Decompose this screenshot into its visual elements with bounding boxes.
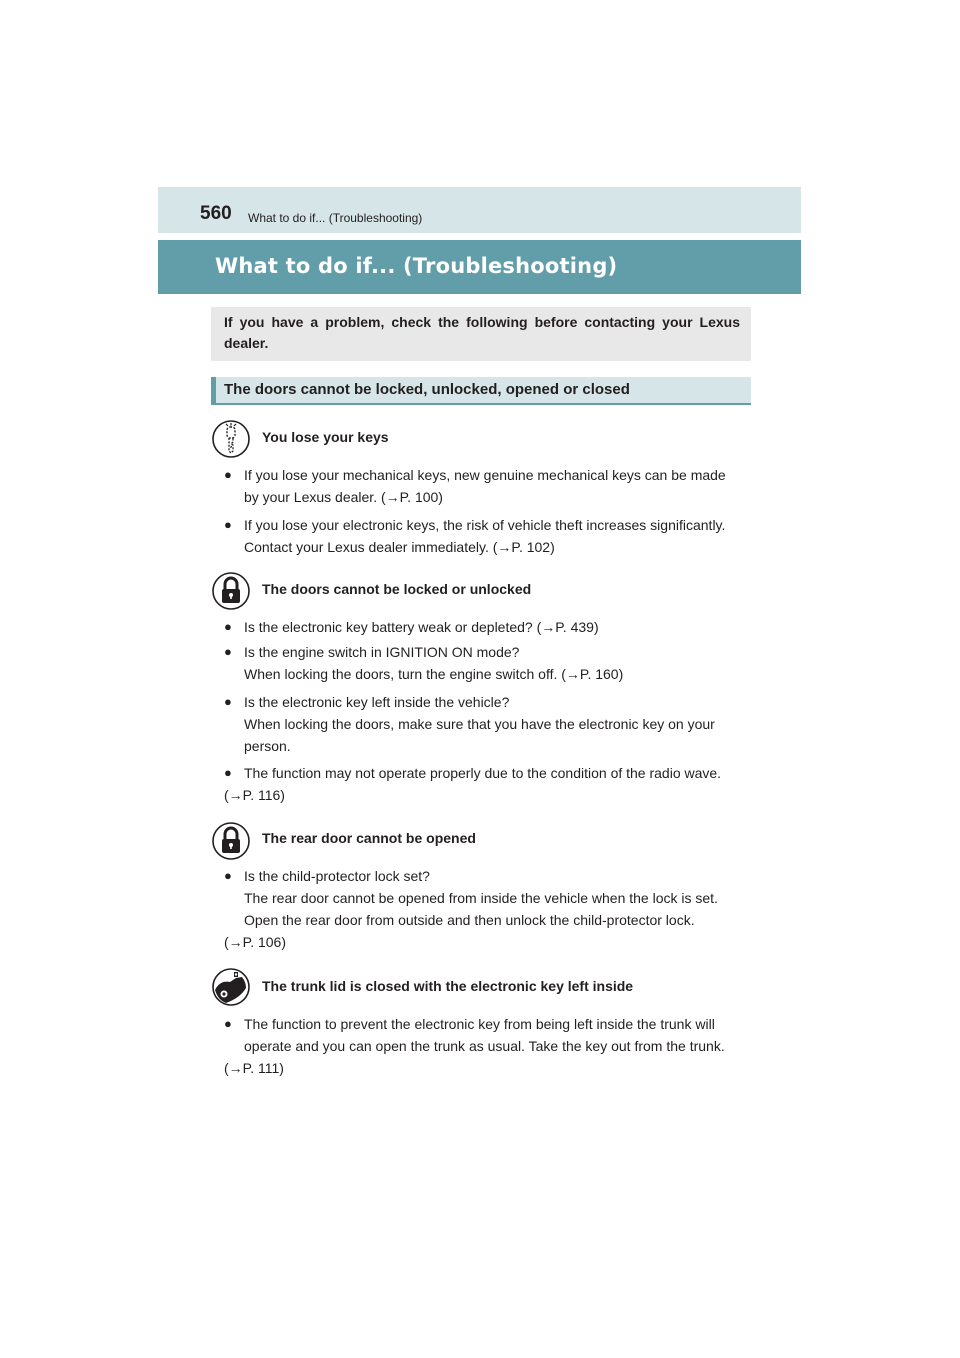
- trunk-icon: [212, 968, 250, 1006]
- list-item: [244, 464, 747, 508]
- list-item-line: If you lose your mechanical keys, new genuine mechanical keys can be made: [244, 467, 726, 483]
- section-heading: The doors cannot be locked, unlocked, opened or closed: [224, 381, 630, 398]
- section-heading-accent: [211, 377, 216, 405]
- list-item-line: When locking the doors, turn the engine switch off. (→P. 160): [244, 666, 624, 682]
- page-number: 560: [200, 203, 232, 224]
- list-item-line: by your Lexus dealer. (→P. 100): [244, 489, 443, 505]
- subsection-heading: The doors cannot be locked or unlocked: [262, 581, 532, 597]
- list-item-line: If you lose your electronic keys, the risk of vehicle theft increases significantly.: [244, 517, 726, 533]
- list-item: [244, 616, 747, 638]
- list-item-line: Is the engine switch in IGNITION ON mode?: [244, 644, 520, 660]
- list-item: [244, 514, 747, 558]
- running-title: What to do if... (Troubleshooting): [248, 211, 423, 225]
- list-item-line: When locking the doors, make sure that you have the electronic key on your: [244, 716, 715, 732]
- lock-icon: [212, 822, 250, 860]
- bullet: ●: [224, 694, 232, 709]
- list-item-line: Is the child-protector lock set?: [244, 868, 430, 884]
- list-item-line: Open the rear door from outside and then unlock the child-protector lock.: [244, 912, 695, 928]
- bullet: ●: [224, 644, 232, 659]
- list-item: [224, 762, 747, 806]
- list-item-line: (→P. 116): [224, 787, 285, 803]
- intro-text: If you have a problem, check the following before contacting your Lexus dealer.: [224, 314, 740, 351]
- bullet: ●: [224, 517, 232, 532]
- list-item: [244, 691, 747, 757]
- bullet: ●: [224, 1016, 232, 1031]
- list-item-line: The rear door cannot be opened from inside the vehicle when the lock is set.: [244, 890, 718, 906]
- list-item: [224, 865, 747, 953]
- subsection-heading: The trunk lid is closed with the electronic key left inside: [262, 978, 634, 994]
- bullet: ●: [224, 868, 232, 883]
- list-item-line: Is the electronic key left inside the vehicle?: [244, 694, 510, 710]
- list-item-line: person.: [244, 738, 291, 754]
- page-title: What to do if... (Troubleshooting): [215, 254, 618, 278]
- bullet: ●: [224, 765, 232, 780]
- key-icon: [212, 420, 250, 458]
- list-item-line: Is the electronic key battery weak or depleted? (→P. 439): [244, 619, 599, 635]
- list-item-line: The function may not operate properly due to the condition of the radio wave.: [244, 765, 722, 781]
- list-item-line: (→P. 106): [224, 934, 286, 950]
- list-item: [244, 641, 747, 685]
- list-item: [224, 1013, 747, 1079]
- lock-icon: [212, 572, 250, 610]
- list-item-line: operate and you can open the trunk as usual. Take the key out from the trunk.: [244, 1038, 725, 1054]
- bullet: ●: [224, 467, 232, 482]
- subsection-heading: You lose your keys: [262, 429, 389, 445]
- list-item-line: (→P. 111): [224, 1060, 284, 1076]
- list-item-line: The function to prevent the electronic key from being left inside the trunk will: [244, 1016, 715, 1032]
- list-item-line: Contact your Lexus dealer immediately. (→P. 102): [244, 539, 555, 555]
- bullet: ●: [224, 619, 232, 634]
- subsection-heading: The rear door cannot be opened: [262, 830, 476, 846]
